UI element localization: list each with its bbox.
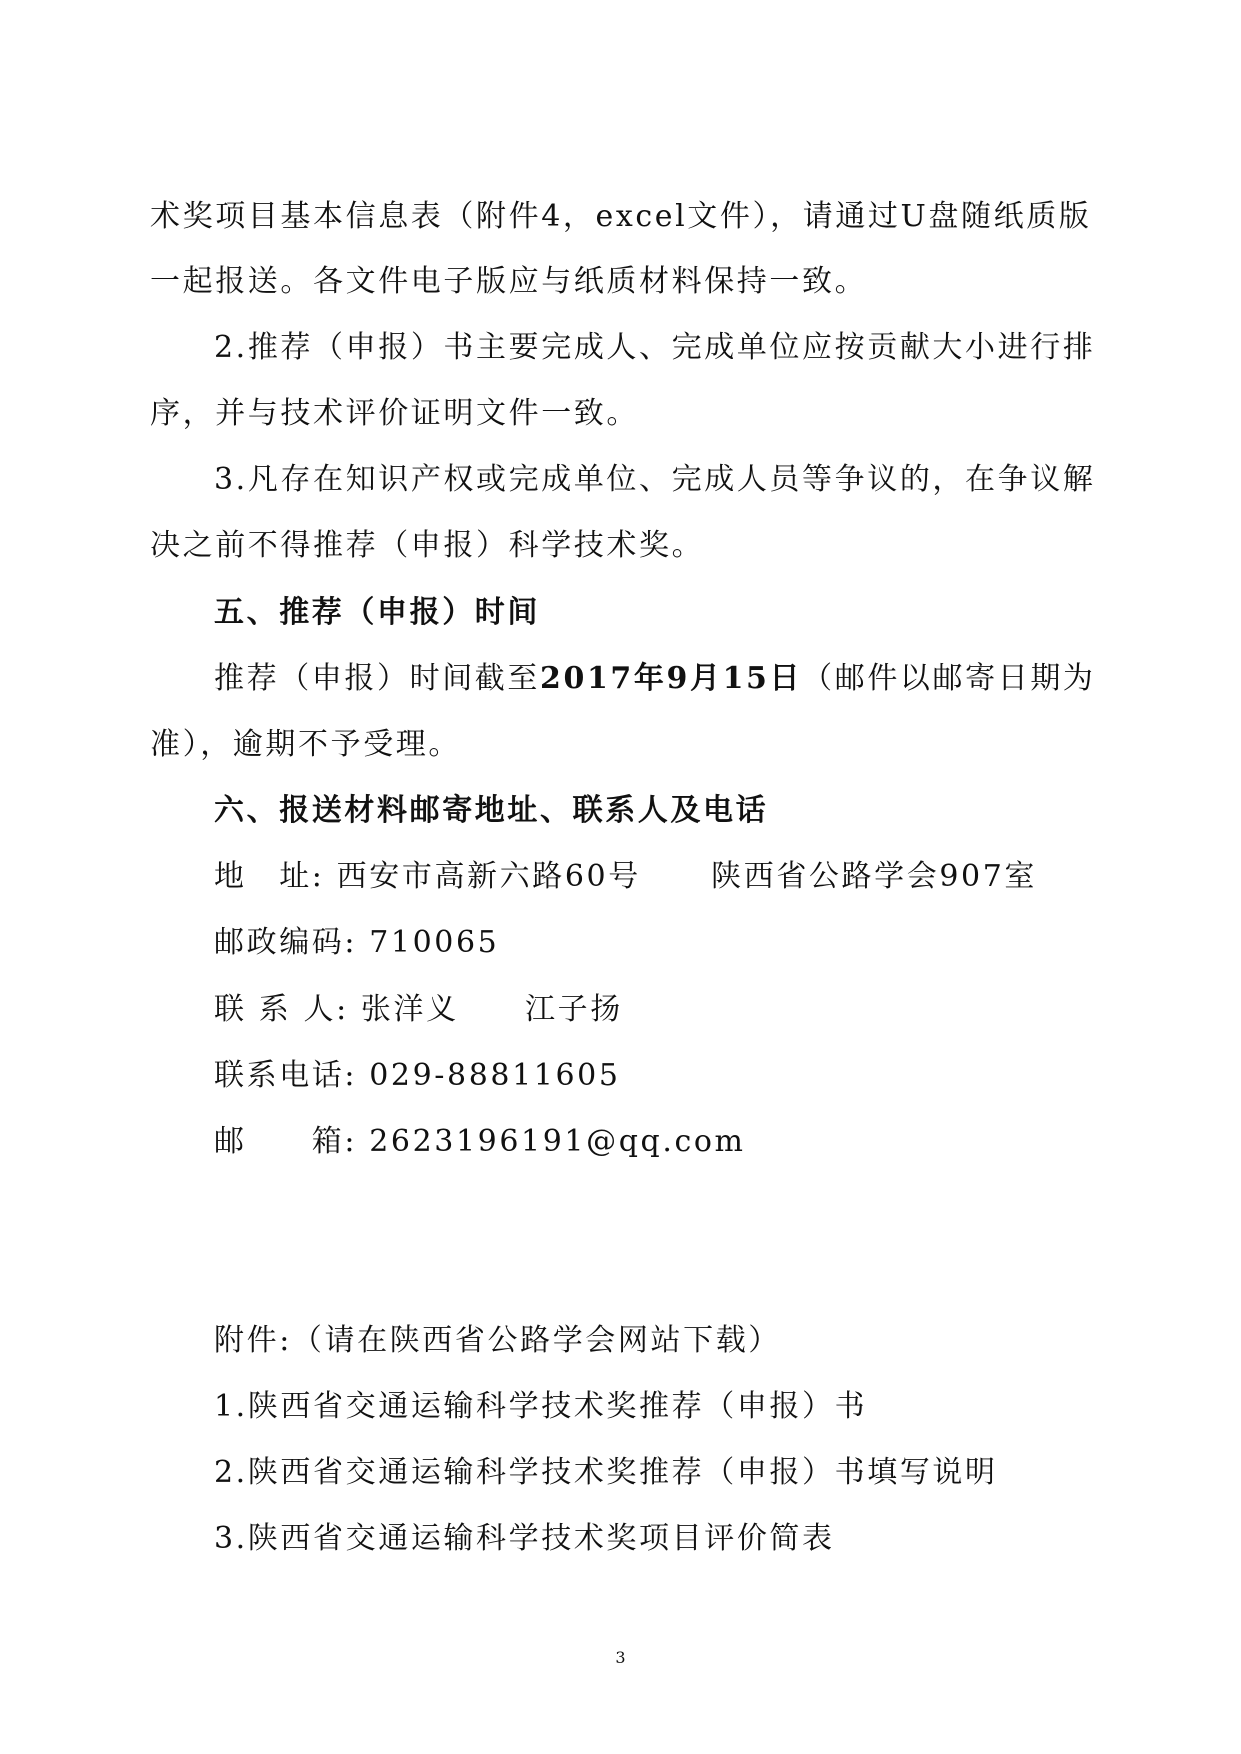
requirement-item-3: 3.凡存在知识产权或完成单位、完成人员等争议的，在争议解 xyxy=(214,462,1096,497)
deadline-text-after: （邮件以邮寄日期为 xyxy=(802,661,1096,696)
address-street: 西安市高新六路60号 xyxy=(336,859,641,894)
submission-deadline-continued: 准），逾期不予受理。 xyxy=(150,727,461,762)
attachments-heading: 附件:（请在陕西省公路学会网站下载） xyxy=(214,1323,781,1358)
contacts-label: 联 系 人: xyxy=(214,992,349,1027)
email-value: 2623196191@qq.com xyxy=(369,1124,746,1159)
deadline-text-before: 推荐（申报）时间截至 xyxy=(214,661,540,696)
email-label: 邮 箱: xyxy=(214,1124,358,1159)
attachment-item: 3.陕西省交通运输科学技术奖项目评价简表 xyxy=(214,1521,835,1556)
contact-person-2: 江子扬 xyxy=(525,992,623,1027)
section-heading-mailing-contacts: 六、报送材料邮寄地址、联系人及电话 xyxy=(214,793,769,828)
phone-label: 联系电话: xyxy=(214,1058,358,1093)
section-heading-submission-time: 五、推荐（申报）时间 xyxy=(214,595,540,630)
address-line xyxy=(214,855,1174,899)
page-number: 3 xyxy=(615,1648,626,1667)
attachment-item: 2.陕西省交通运输科学技术奖推荐（申报）书填写说明 xyxy=(214,1455,998,1490)
address-label: 地 址: xyxy=(214,859,325,894)
requirement-item-2-continued: 序，并与技术评价证明文件一致。 xyxy=(150,396,639,431)
email-line xyxy=(214,1120,1174,1164)
submission-deadline-line xyxy=(214,657,1174,701)
phone-value: 029-88811605 xyxy=(369,1058,621,1093)
requirements-paragraph-line: 一起报送。各文件电子版应与纸质材料保持一致。 xyxy=(150,264,868,299)
contact-person-1: 张洋义 xyxy=(360,992,459,1027)
deadline-date: 2017年9月15日 xyxy=(540,661,803,696)
address-office: 陕西省公路学会907室 xyxy=(711,859,1037,894)
postcode-value: 710065 xyxy=(369,925,500,960)
postcode-line xyxy=(214,921,1174,965)
phone-line xyxy=(214,1054,1174,1098)
requirement-item-2: 2.推荐（申报）书主要完成人、完成单位应按贡献大小进行排 xyxy=(214,330,1096,365)
requirements-paragraph-line: 术奖项目基本信息表（附件4，excel文件），请通过U盘随纸质版 xyxy=(150,199,1092,234)
contacts-line xyxy=(214,988,1174,1032)
requirement-item-3-continued: 决之前不得推荐（申报）科学技术奖。 xyxy=(150,528,705,563)
attachment-item: 1.陕西省交通运输科学技术奖推荐（申报）书 xyxy=(214,1389,868,1424)
postcode-label: 邮政编码: xyxy=(214,925,358,960)
